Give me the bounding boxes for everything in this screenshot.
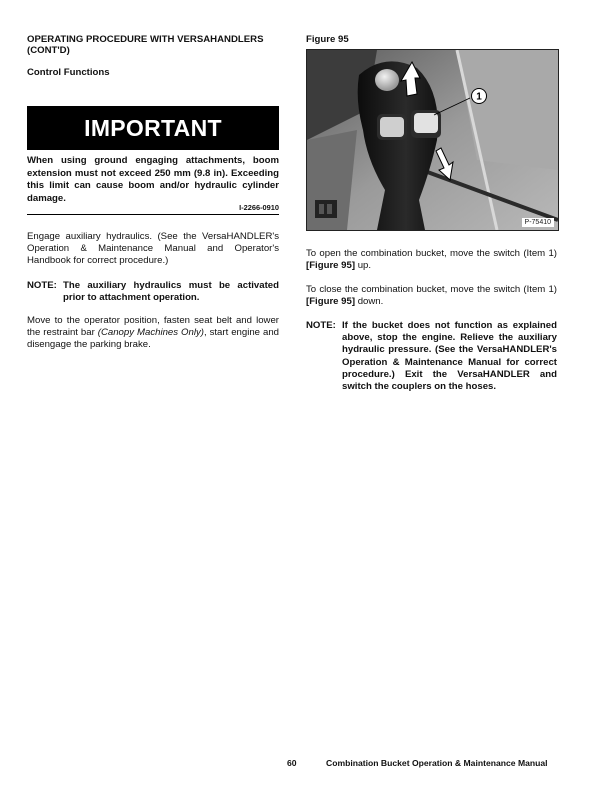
paragraph-italic: (Canopy Machines Only) [97,327,204,338]
photo-id: P-75410 [522,218,554,227]
note-text: The auxiliary hydraulics must be activated prior to attachment operation. [63,280,279,303]
section-heading: OPERATING PROCEDURE WITH VERSAHANDLERS (CONT'D) [27,34,264,56]
page-number: 60 [287,758,297,768]
paragraph-open-bucket [306,248,557,272]
note-label: NOTE: [27,280,57,291]
figure-reference[interactable]: [Figure 95] [306,296,356,307]
paragraph-close-bucket [306,284,557,308]
note-text: If the bucket does not function as explained above, stop the engine. Relieve the auxiliary hydraulic pressure. (See the VersaHANDLER's Operation & Maintenance Manual for correct procedure.) Exit the VersaHANDLER and switch the couplers on the hoses. [342,320,557,393]
paragraph-operator-position [27,315,279,351]
figure-95-photo [306,49,559,231]
important-text: When using ground engaging attachments, boom extension must not exceed 250 mm (9.8 in). Exceeding this limit can cause boom and/or hydraulic cylinder damage. [27,155,279,204]
divider-rule [27,214,279,215]
open-text: To open the combination bucket, move the switch (Item 1) [306,248,557,259]
important-banner: IMPORTANT [27,106,279,150]
paragraph-engage-hydraulics: Engage auxiliary hydraulics. (See the VersaHANDLER's Operation & Maintenance Manual and Operator's Handbook for correct procedure.) [27,231,279,266]
open-text-end: up. [355,260,372,271]
joystick-photo-illustration [307,50,558,230]
note-label: NOTE: [306,320,336,331]
figure-reference[interactable]: [Figure 95] [306,260,356,271]
callout-number: 1 [476,91,482,103]
subsection-heading: Control Functions [27,67,110,78]
close-text: To close the combination bucket, move the switch (Item 1) [306,284,557,295]
figure-label: Figure 95 [306,34,349,45]
paragraph-text: Move to the operator position, fasten seat belt and lower the restraint bar [27,315,279,338]
important-code: I-2266-0910 [239,203,279,212]
paragraph-text-end: , start engine and disengage the parking brake. [27,327,279,350]
close-text-end: down. [355,296,384,307]
footer-manual-title: Combination Bucket Operation & Maintenance Manual [326,758,548,768]
